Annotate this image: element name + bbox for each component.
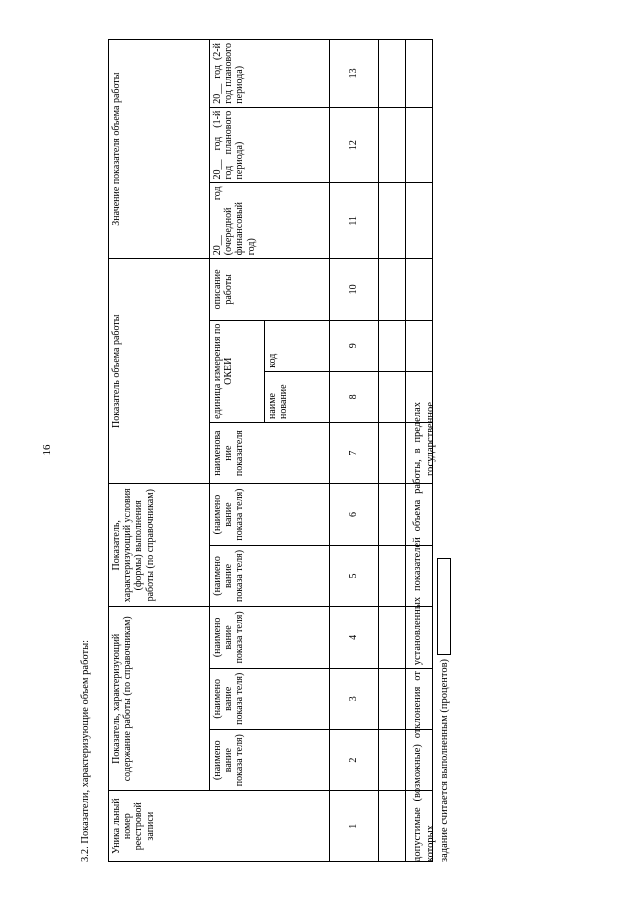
- column-number: 3: [330, 668, 379, 729]
- header-content-indicator: Показатель, характеризующий содержание работы (по справочникам): [109, 607, 210, 791]
- header-year-current: 20__ год (очередной финансовый год): [210, 183, 330, 259]
- table-cell[interactable]: [379, 791, 406, 862]
- header-volume-description: описание работы: [210, 259, 330, 320]
- header-volume-unit: единица измерения по ОКЕИ: [210, 320, 265, 422]
- table-cell[interactable]: [379, 668, 406, 729]
- header-volume-name: наименова ние показателя: [210, 422, 330, 483]
- deviation-percent-box[interactable]: [437, 558, 451, 655]
- footnote-line-1: допустимые (возможные) отклонения от установленных показателей объема работы, в пределах которых государственное: [412, 402, 436, 862]
- section-heading: 3.2. Показатели, характеризующие объем работы:: [80, 639, 91, 862]
- deviation-footnote: [412, 402, 451, 862]
- column-number: 10: [330, 259, 379, 320]
- table-cell[interactable]: [379, 259, 406, 320]
- column-number: 9: [330, 320, 379, 371]
- column-number: 8: [330, 371, 379, 422]
- table-cell[interactable]: [379, 107, 406, 183]
- table-cell[interactable]: [379, 371, 406, 422]
- column-number: 7: [330, 422, 379, 483]
- table-cell[interactable]: [379, 422, 406, 483]
- column-number: 11: [330, 183, 379, 259]
- header-conditions-indicator: Показатель, характеризующий условия (формы) выполнения работы (по справочникам): [109, 484, 210, 607]
- column-number: 5: [330, 545, 379, 606]
- table-cell[interactable]: [406, 183, 433, 259]
- rotated-page-content: [80, 37, 640, 862]
- work-volume-table: [108, 39, 433, 862]
- header-year-plan-1: 20__ год (1-й год планового периода): [210, 107, 330, 183]
- column-number: 2: [330, 729, 379, 790]
- table-cell[interactable]: [379, 40, 406, 108]
- header-content-name-2: (наимено вание показа теля): [210, 668, 330, 729]
- header-conditions-name-1: (наимено вание показа теля): [210, 545, 330, 606]
- table-cell[interactable]: [379, 545, 406, 606]
- header-content-name-1: (наимено вание показа теля): [210, 729, 330, 790]
- header-unit-name: наиме нование: [265, 371, 330, 422]
- header-volume-value: Значение показателя объема работы: [109, 40, 210, 259]
- column-number: 4: [330, 607, 379, 668]
- header-registry-number: Уника льный номер реестровой записи: [109, 791, 330, 862]
- header-unit-code: код: [265, 320, 330, 371]
- table-row-empty: [379, 40, 406, 862]
- header-content-name-3: (наимено вание показа теля): [210, 607, 330, 668]
- table-cell[interactable]: [406, 320, 433, 371]
- table-cell[interactable]: [406, 259, 433, 320]
- header-year-plan-2: 20__ год (2-й год планового периода): [210, 40, 330, 108]
- column-number: 12: [330, 107, 379, 183]
- table-cell[interactable]: [379, 729, 406, 790]
- footnote-line-2: задание считается выполненным (процентов): [438, 658, 450, 862]
- table-cell[interactable]: [379, 183, 406, 259]
- column-number: 6: [330, 484, 379, 545]
- table-cell[interactable]: [379, 320, 406, 371]
- header-row-2: [210, 40, 265, 862]
- header-conditions-name-2: (наимено вание показа теля): [210, 484, 330, 545]
- column-number-row: [330, 40, 379, 862]
- header-row-1: [109, 40, 210, 862]
- column-number: 13: [330, 40, 379, 108]
- column-number: 1: [330, 791, 379, 862]
- page-number: 16: [41, 444, 53, 456]
- table-cell[interactable]: [379, 607, 406, 668]
- table-cell[interactable]: [379, 484, 406, 545]
- header-volume-indicator: Показатель объема работы: [109, 259, 210, 484]
- table-cell[interactable]: [406, 40, 433, 108]
- table-cell[interactable]: [406, 107, 433, 183]
